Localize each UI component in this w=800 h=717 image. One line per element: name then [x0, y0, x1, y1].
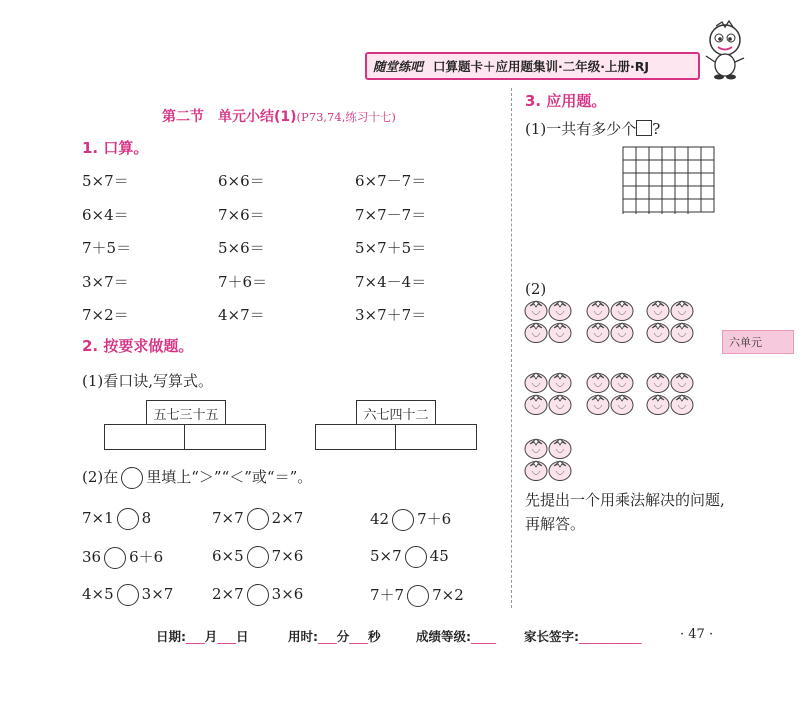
unit-tab: 六单元 [722, 330, 794, 354]
persimmon-icon [525, 439, 547, 459]
compare-right: 7×6 [271, 547, 304, 565]
persimmon-icon [611, 301, 633, 321]
persimmon-icon [525, 301, 547, 321]
fruit-group [524, 370, 574, 418]
oral-calc-item: 7×6＝ [218, 205, 265, 224]
grid-square [701, 147, 714, 160]
oral-calc-item: 7×7－7＝ [355, 205, 427, 224]
grid-square [662, 212, 675, 214]
grid-square [636, 212, 649, 214]
footer-time: 用时:___分___秒 [288, 629, 381, 644]
brand-name: 随堂练吧 [373, 59, 424, 74]
grade-label: 成绩等级: [416, 629, 471, 644]
grid-square [649, 147, 662, 160]
grid-square [701, 199, 714, 212]
fruit-group [524, 298, 574, 346]
oral-calc-item: 7＋6＝ [218, 272, 268, 291]
grid-square [662, 160, 675, 173]
grid-square [675, 173, 688, 186]
day-label: 日 [236, 629, 249, 644]
section-title-main: 第二节 单元小结(1) [162, 109, 297, 125]
grid-square [649, 186, 662, 199]
persimmon-icon [611, 395, 633, 415]
oral-calc-item: 5×6＝ [218, 239, 265, 257]
oral-calc-item: 3×7＝ [82, 272, 129, 291]
compare-left: 7×1 [82, 509, 114, 527]
persimmon-icon [671, 395, 693, 415]
grid-square [623, 147, 636, 160]
square-grid [622, 146, 718, 214]
persimmon-icon [611, 373, 633, 393]
answer-circle[interactable] [104, 547, 126, 569]
header-banner [365, 52, 700, 80]
section-title [162, 106, 396, 126]
answer-cell[interactable] [104, 424, 186, 450]
fruit-group [524, 436, 574, 484]
persimmon-icon [587, 373, 609, 393]
oral-calc-item: 7＋5＝ [82, 239, 132, 257]
koujue-box-1: 五七三十五 [146, 400, 226, 426]
grid-square [662, 147, 675, 160]
persimmon-icon [549, 439, 571, 459]
grid-square [623, 212, 636, 214]
part2-heading: 2. 按要求做题。 [82, 337, 194, 355]
compare-left: 5×7 [370, 547, 402, 565]
persimmon-icon [647, 373, 669, 393]
footer-grade: 成绩等级:____ [416, 629, 496, 644]
q1-suffix: ? [652, 120, 661, 138]
persimmon-icon [671, 323, 693, 343]
grid-square [701, 160, 714, 173]
oral-calc-item: 6×4＝ [82, 205, 129, 224]
month-label: 月 [204, 629, 218, 644]
square-icon [636, 120, 652, 136]
koujue-box-2: 六七四十二 [356, 400, 436, 426]
answer-circle[interactable] [405, 546, 427, 568]
persimmon-icon [549, 395, 571, 415]
oral-calc-item: 3×7＋7＝ [355, 306, 427, 324]
answer-circle[interactable] [392, 509, 414, 531]
grid-square [675, 160, 688, 173]
persimmon-icon [525, 373, 547, 393]
compare-item [82, 584, 173, 606]
grid-square [662, 173, 675, 186]
oral-calc-item: 6×6＝ [218, 172, 265, 190]
compare-item [370, 546, 449, 568]
answer-cell[interactable] [315, 424, 397, 450]
compare-left: 6×5 [212, 547, 244, 565]
grid-square [623, 160, 636, 173]
grid-square [649, 160, 662, 173]
compare-left: 7×7 [212, 509, 244, 527]
grid-square [649, 173, 662, 186]
answer-circle[interactable] [247, 508, 269, 530]
sign-label: 家长签字: [524, 629, 579, 644]
grid-square [623, 173, 636, 186]
part3-q2-text: 先提出一个用乘法解决的问题,再解答。 [525, 491, 725, 533]
part3-heading: 3. 应用题。 [525, 92, 607, 110]
grid-square [636, 186, 649, 199]
compare-right: 7＋6 [417, 510, 452, 528]
persimmon-icon [647, 323, 669, 343]
q1-prefix: (1)一共有多少个 [525, 120, 637, 138]
persimmon-icon [525, 323, 547, 343]
oral-calc-item: 5×7＋5＝ [355, 239, 427, 257]
grid-square [688, 186, 701, 199]
fruit-group [586, 298, 636, 346]
compare-left: 2×7 [212, 585, 244, 603]
footer-sign: 家长签字:__________ [524, 629, 642, 644]
minute-label: 分 [336, 629, 350, 644]
grid-square [623, 186, 636, 199]
answer-circle[interactable] [117, 508, 139, 530]
part1-heading: 1. 口算。 [82, 139, 149, 157]
part3-q1-text [525, 118, 660, 139]
grid-square [649, 212, 662, 214]
compare-right: 2×7 [271, 509, 304, 527]
grid-square [701, 173, 714, 186]
compare-right: 8 [141, 509, 152, 527]
column-divider [511, 88, 512, 608]
compare-item [82, 546, 163, 569]
answer-circle[interactable] [247, 546, 269, 568]
answer-cell[interactable] [184, 424, 266, 450]
q2-suffix: 里填上“＞”“＜”或“＝”。 [146, 468, 313, 486]
grid-square [675, 212, 688, 214]
page-number: · 47 · [680, 627, 714, 642]
compare-left: 42 [370, 510, 390, 528]
compare-right: 45 [429, 547, 449, 565]
fruit-group [646, 370, 696, 418]
compare-left: 36 [82, 548, 102, 566]
footer-date: 日期:___月___日 [156, 629, 249, 644]
oral-calc-item: 5×7＝ [82, 172, 129, 190]
answer-circle[interactable] [117, 584, 139, 606]
grid-square [623, 199, 636, 212]
part2-q2-text [82, 466, 312, 489]
compare-right: 7×2 [432, 586, 464, 604]
persimmon-icon [525, 395, 547, 415]
grid-square [636, 147, 649, 160]
oral-calc-item: 6×7－7＝ [355, 172, 427, 190]
banner-subtitle: 口算题卡＋应用题集训·二年级·上册·RJ [433, 59, 650, 74]
persimmon-icon [647, 301, 669, 321]
part3-q2-label: (2) [525, 280, 547, 298]
grid-square [662, 199, 675, 212]
persimmon-icon [587, 301, 609, 321]
persimmon-icon [549, 461, 571, 481]
section-ref: (P73,74,练习十七) [296, 110, 396, 124]
grid-square [636, 173, 649, 186]
oral-calc-item: 4×7＝ [218, 306, 265, 324]
compare-left: 4×5 [82, 585, 114, 603]
persimmon-icon [525, 461, 547, 481]
grid-square [636, 160, 649, 173]
date-label: 日期: [156, 629, 186, 644]
fruit-group [646, 298, 696, 346]
compare-item [212, 546, 303, 568]
grid-square [636, 199, 649, 212]
fruit-group [586, 370, 636, 418]
grid-square [675, 199, 688, 212]
compare-item [212, 508, 303, 530]
compare-right: 6＋6 [129, 548, 164, 566]
mascot-icon [700, 18, 750, 80]
persimmon-icon [671, 301, 693, 321]
answer-cell[interactable] [395, 424, 477, 450]
compare-item [82, 508, 151, 530]
q2-prefix: (2)在 [82, 468, 119, 486]
time-label: 用时: [288, 629, 318, 644]
persimmon-icon [671, 373, 693, 393]
grid-square [701, 186, 714, 199]
compare-right: 3×7 [141, 585, 174, 603]
persimmon-icon [587, 323, 609, 343]
persimmon-icon [549, 301, 571, 321]
persimmon-icon [549, 373, 571, 393]
answer-circle[interactable] [407, 585, 429, 607]
persimmon-icon [549, 323, 571, 343]
grid-square [675, 147, 688, 160]
circle-icon [121, 467, 143, 489]
part2-q1-text: (1)看口诀,写算式。 [82, 372, 214, 390]
grid-square [688, 147, 701, 160]
compare-item [370, 584, 464, 607]
answer-circle[interactable] [247, 584, 269, 606]
grid-square [662, 186, 675, 199]
oral-calc-item: 7×2＝ [82, 306, 129, 324]
grid-square [688, 160, 701, 173]
compare-item [370, 508, 451, 531]
oral-calc-item: 7×4－4＝ [355, 272, 427, 291]
grid-square [649, 199, 662, 212]
grid-square [688, 199, 701, 212]
compare-item [212, 584, 303, 606]
grid-square [675, 186, 688, 199]
compare-right: 3×6 [271, 585, 304, 603]
grid-square [688, 173, 701, 186]
persimmon-icon [587, 395, 609, 415]
persimmon-icon [611, 323, 633, 343]
second-label: 秒 [368, 629, 381, 644]
compare-left: 7＋7 [370, 586, 405, 604]
persimmon-icon [647, 395, 669, 415]
